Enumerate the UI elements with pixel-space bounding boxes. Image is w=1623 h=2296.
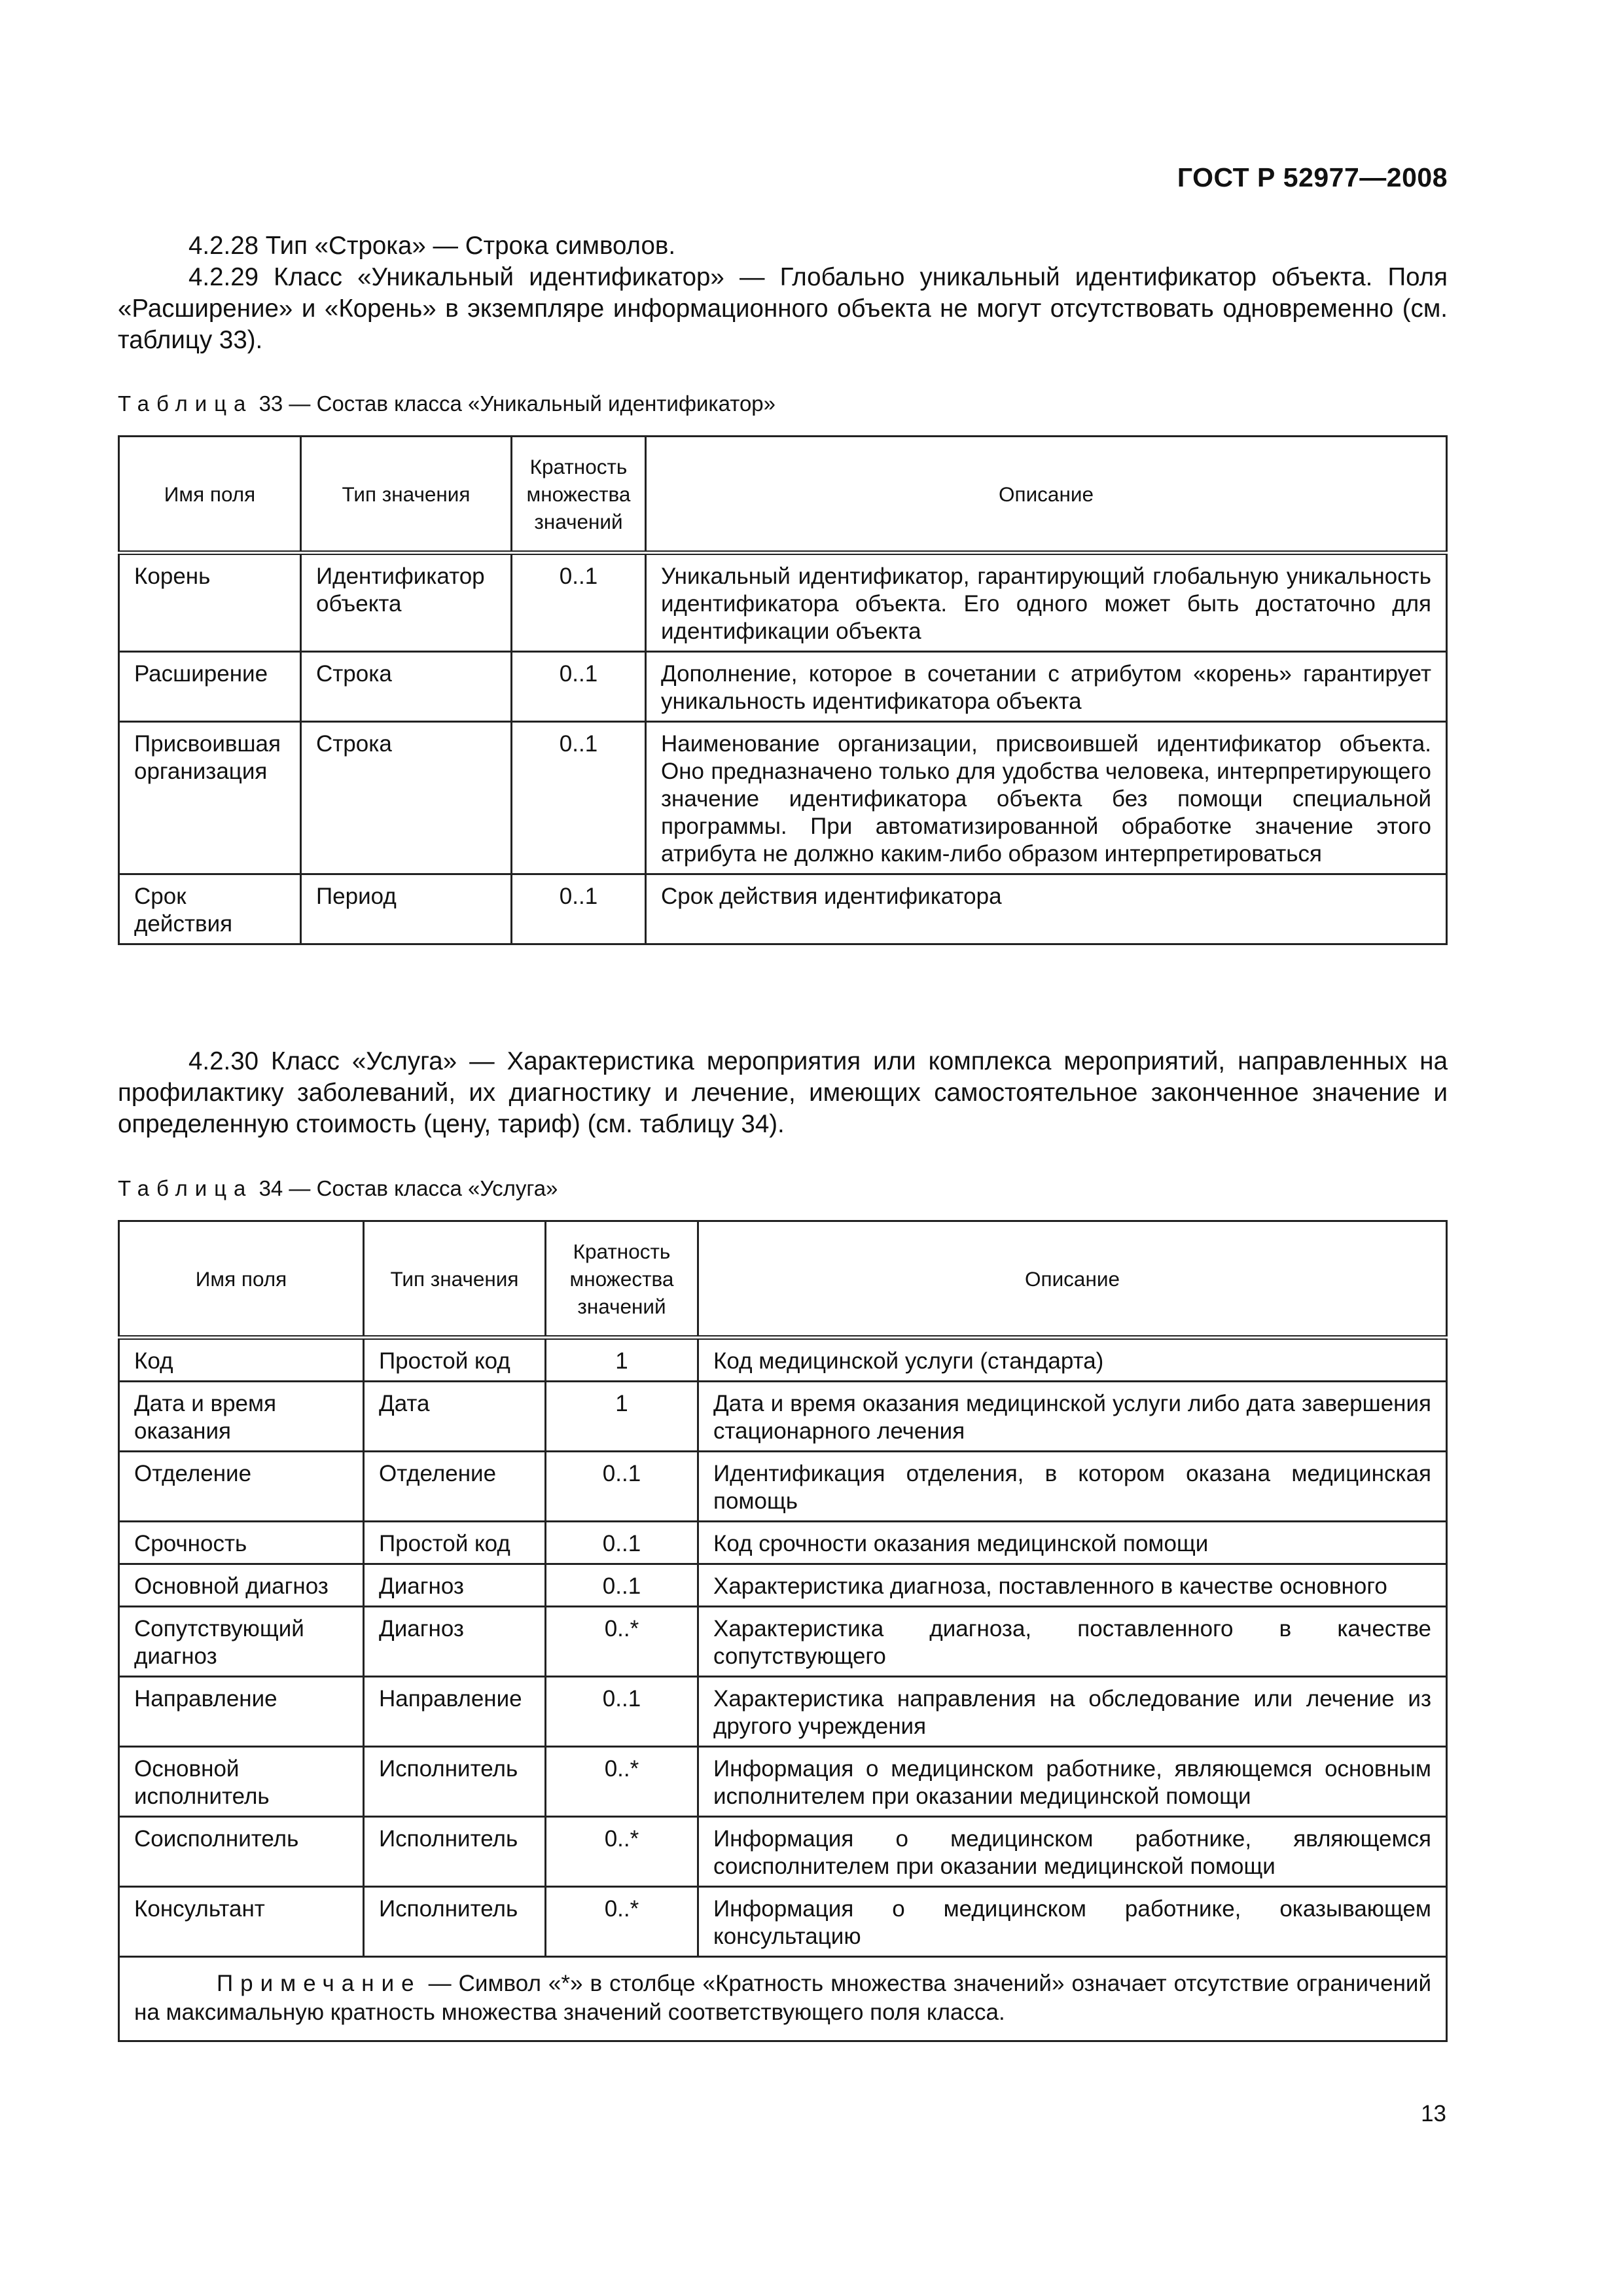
cell-description: Идентификация отделения, в котором оказана медицинская помощь [698, 1452, 1447, 1522]
cell-field: Присвоившая организация [119, 722, 301, 874]
table-caption-text: 33 — Состав класса «Уникальный идентификатор» [259, 391, 776, 416]
section-4-2-29: 4.2.29 Класс «Уникальный идентификатор» — Глобально уникальный идентификатор объекта. Поля «Расширение» и «Корень» в экземпляре информационного объекта не могут отсутствовать одновременно (см. таблицу 33). [118, 263, 1448, 354]
table-header-row [119, 1221, 1447, 1338]
cell-description: Дополнение, которое в сочетании с атрибутом «корень» гарантирует уникальность идентификатора объекта [646, 652, 1447, 722]
section-4-2-28: 4.2.28 Тип «Строка» — Строка символов. [188, 232, 676, 260]
cell-multiplicity: 1 [546, 1338, 698, 1382]
header-type: Тип значения [301, 437, 512, 553]
table-33 [118, 435, 1448, 945]
table-header-row [119, 437, 1447, 553]
table-row [119, 1382, 1447, 1452]
cell-multiplicity: 0..1 [512, 553, 646, 652]
cell-field: Срок действия [119, 874, 301, 944]
cell-field: Основной диагноз [119, 1564, 364, 1607]
section-4-2-30: 4.2.30 Класс «Услуга» — Характеристика мероприятия или комплекса мероприятий, направленных на профилактику заболеваний, их диагностику и лечение, имеющих самостоятельное законченное значение и определенную стоимость (цену, тариф) (см. таблицу 34). [118, 1047, 1448, 1138]
cell-field: Срочность [119, 1522, 364, 1564]
table-34-body [119, 1338, 1447, 2041]
document-code: ГОСТ Р 52977—2008 [1177, 162, 1448, 192]
table-row [119, 1564, 1447, 1607]
cell-type: Простой код [364, 1522, 546, 1564]
cell-description: Информация о медицинском работнике, являющемся основным исполнителем при оказании медицинской помощи [698, 1747, 1447, 1817]
cell-field: Дата и время оказания [119, 1382, 364, 1452]
cell-multiplicity: 1 [546, 1382, 698, 1452]
header-multiplicity: Кратность множества значений [512, 437, 646, 553]
header-multiplicity: Кратность множества значений [546, 1221, 698, 1338]
cell-description: Наименование организации, присвоившей идентификатор объекта. Оно предназначено только для удобства человека, интерпретирующего значение идентификатора объекта без помощи специальной программы. При автоматизированной обработке значение этого атрибута не должно каким-либо образом интерпретироваться [646, 722, 1447, 874]
header-field: Имя поля [119, 437, 301, 553]
cell-multiplicity: 0..* [546, 1817, 698, 1887]
cell-field: Код [119, 1338, 364, 1382]
table-row [119, 1747, 1447, 1817]
cell-description: Срок действия идентификатора [646, 874, 1447, 944]
cell-description: Характеристика диагноза, поставленного в качестве основного [698, 1564, 1447, 1607]
table-row [119, 722, 1447, 874]
cell-type: Направление [364, 1677, 546, 1747]
cell-type: Строка [301, 722, 512, 874]
cell-multiplicity: 0..1 [546, 1564, 698, 1607]
table-34-caption [118, 1176, 558, 1201]
table-note-row [119, 1957, 1447, 2041]
note-text: — Символ «*» в столбце «Кратность множества значений» означает отсутствие ограничений на максимальную кратность множества значений соответствующего поля класса. [134, 1971, 1431, 2025]
table-row [119, 1817, 1447, 1887]
cell-field: Соисполнитель [119, 1817, 364, 1887]
cell-multiplicity: 0..1 [546, 1677, 698, 1747]
cell-description: Дата и время оказания медицинской услуги либо дата завершения стационарного лечения [698, 1382, 1447, 1452]
table-caption-label: Таблица [118, 391, 253, 416]
cell-description: Информация о медицинском работнике, оказывающем консультацию [698, 1887, 1447, 1957]
cell-type: Исполнитель [364, 1817, 546, 1887]
cell-type: Идентификатор объекта [301, 553, 512, 652]
cell-multiplicity: 0..1 [512, 652, 646, 722]
table-row [119, 1522, 1447, 1564]
cell-multiplicity: 0..1 [512, 722, 646, 874]
table-caption-label: Таблица [118, 1176, 253, 1200]
header-type: Тип значения [364, 1221, 546, 1338]
table-33-body [119, 553, 1447, 944]
cell-type: Диагноз [364, 1564, 546, 1607]
cell-type: Дата [364, 1382, 546, 1452]
cell-multiplicity: 0..* [546, 1887, 698, 1957]
table-row [119, 652, 1447, 722]
table-34 [118, 1220, 1448, 2042]
table-row [119, 553, 1447, 652]
table-row [119, 1677, 1447, 1747]
note-label: Примечание [217, 1971, 421, 1996]
header-description: Описание [646, 437, 1447, 553]
cell-type: Простой код [364, 1338, 546, 1382]
header-field: Имя поля [119, 1221, 364, 1338]
table-row [119, 1338, 1447, 1382]
table-row [119, 1607, 1447, 1677]
cell-type: Диагноз [364, 1607, 546, 1677]
table-33-caption [118, 391, 776, 416]
cell-description: Код медицинской услуги (стандарта) [698, 1338, 1447, 1382]
cell-type: Исполнитель [364, 1887, 546, 1957]
cell-multiplicity: 0..1 [512, 874, 646, 944]
cell-multiplicity: 0..1 [546, 1452, 698, 1522]
cell-type: Отделение [364, 1452, 546, 1522]
cell-field: Корень [119, 553, 301, 652]
header-description: Описание [698, 1221, 1447, 1338]
cell-field: Сопутствующий диагноз [119, 1607, 364, 1677]
table-row [119, 1452, 1447, 1522]
table-row [119, 1887, 1447, 1957]
cell-description: Характеристика диагноза, поставленного в качестве сопутствующего [698, 1607, 1447, 1677]
cell-field: Консультант [119, 1887, 364, 1957]
cell-field: Основной исполнитель [119, 1747, 364, 1817]
table-caption-text: 34 — Состав класса «Услуга» [259, 1176, 558, 1200]
cell-description: Уникальный идентификатор, гарантирующий глобальную уникальность идентификатора объекта. Его одного может быть достаточно для идентификации объекта [646, 553, 1447, 652]
cell-field: Расширение [119, 652, 301, 722]
cell-type: Период [301, 874, 512, 944]
cell-field: Отделение [119, 1452, 364, 1522]
cell-type: Строка [301, 652, 512, 722]
cell-description: Характеристика направления на обследование или лечение из другого учреждения [698, 1677, 1447, 1747]
cell-type: Исполнитель [364, 1747, 546, 1817]
cell-description: Информация о медицинском работнике, являющемся соисполнителем при оказании медицинской помощи [698, 1817, 1447, 1887]
cell-field: Направление [119, 1677, 364, 1747]
cell-multiplicity: 0..* [546, 1607, 698, 1677]
table-row [119, 874, 1447, 944]
table-note [119, 1957, 1447, 2041]
page-number: 13 [1421, 2101, 1446, 2126]
cell-multiplicity: 0..* [546, 1747, 698, 1817]
cell-multiplicity: 0..1 [546, 1522, 698, 1564]
cell-description: Код срочности оказания медицинской помощи [698, 1522, 1447, 1564]
